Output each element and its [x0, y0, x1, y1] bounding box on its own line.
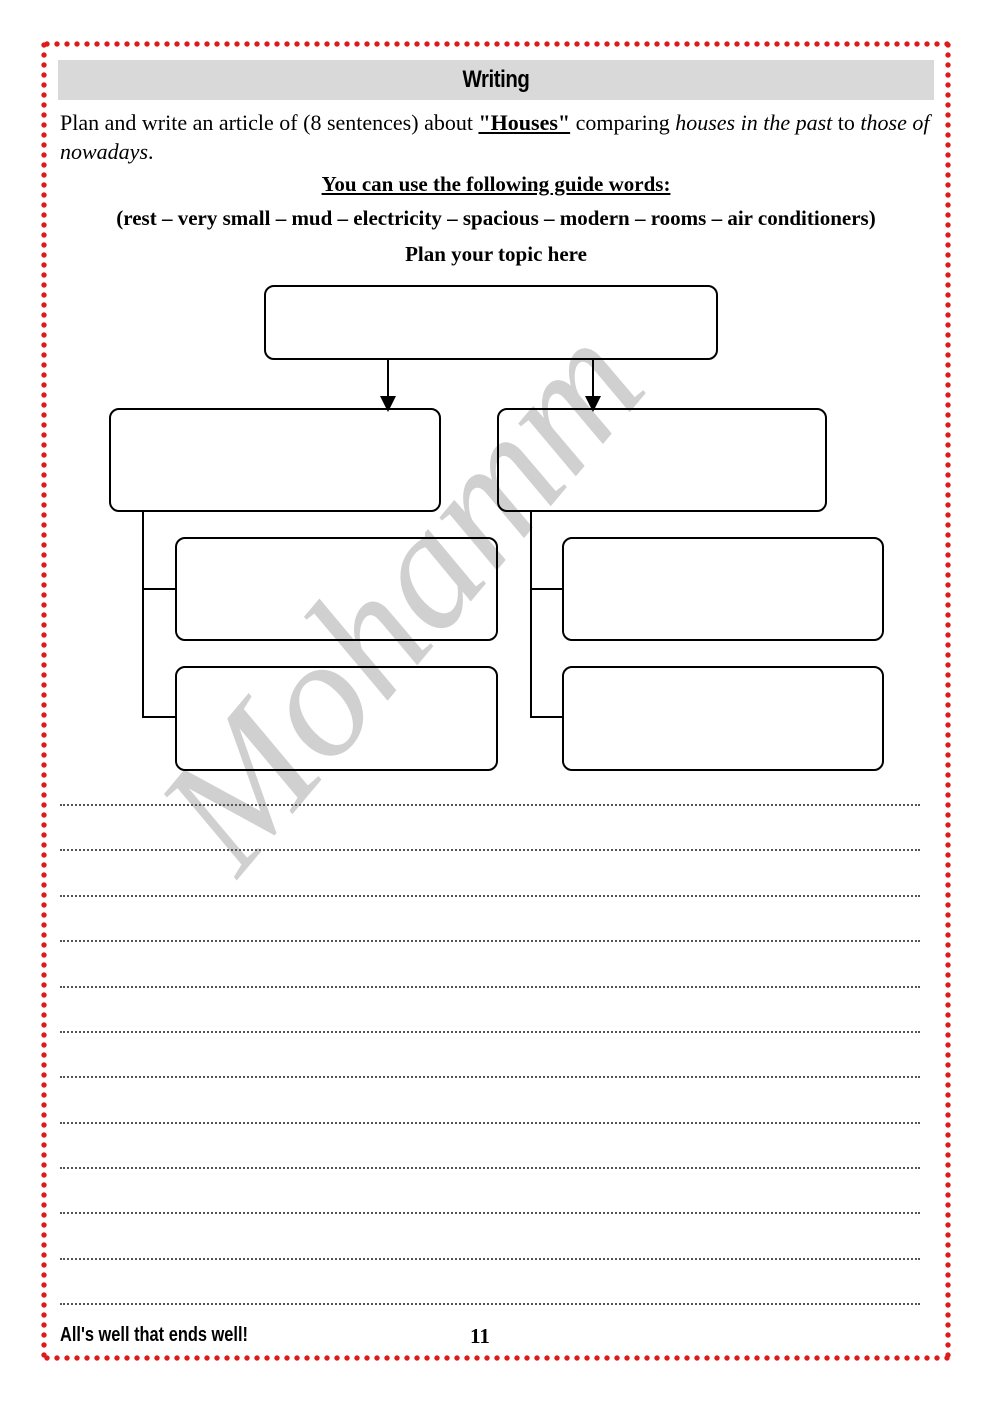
writing-line[interactable]	[60, 1212, 920, 1214]
left-detail-box-2[interactable]	[176, 667, 497, 770]
instruction-part3: to	[832, 110, 861, 135]
instruction-part1: Plan and write an article of (8 sentences) about	[60, 110, 479, 135]
writing-line[interactable]	[60, 1076, 920, 1078]
left-category-box[interactable]	[110, 409, 440, 511]
writing-line[interactable]	[60, 1258, 920, 1260]
page-title: Writing	[462, 66, 530, 93]
right-category-box[interactable]	[498, 409, 826, 511]
page-number: 11	[470, 1324, 490, 1348]
right-detail-box-2[interactable]	[563, 667, 883, 770]
instruction-part4: .	[148, 139, 154, 164]
left-detail-box-1[interactable]	[176, 538, 497, 640]
watermark: Mohamm	[122, 290, 680, 903]
guide-words-heading: You can use the following guide words:	[321, 172, 671, 196]
decorative-border-bottom	[42, 1354, 952, 1362]
right-detail-box-1[interactable]	[563, 538, 883, 640]
instruction-part2: comparing	[570, 110, 676, 135]
instruction-topic: "Houses"	[478, 110, 571, 135]
left-branch-connector	[143, 511, 176, 717]
writing-line[interactable]	[60, 1303, 920, 1305]
main-topic-box[interactable]	[265, 286, 717, 359]
writing-line[interactable]	[60, 940, 920, 942]
guide-words-list: (rest – very small – mud – electricity – spacious – modern – rooms – air conditioners)	[116, 206, 876, 230]
writing-line[interactable]	[60, 1167, 920, 1169]
footer-motto: All's well that ends well!	[60, 1324, 248, 1346]
writing-line[interactable]	[60, 1031, 920, 1033]
writing-line[interactable]	[60, 1122, 920, 1124]
right-branch-connector	[531, 511, 563, 717]
plan-label: Plan your topic here	[405, 242, 587, 266]
instruction-italic2: those of nowadays	[60, 110, 930, 164]
writing-line[interactable]	[60, 895, 920, 897]
writing-line[interactable]	[60, 986, 920, 988]
writing-line[interactable]	[60, 804, 920, 806]
writing-line[interactable]	[60, 849, 920, 851]
instruction-italic1: houses in the past	[675, 110, 833, 135]
